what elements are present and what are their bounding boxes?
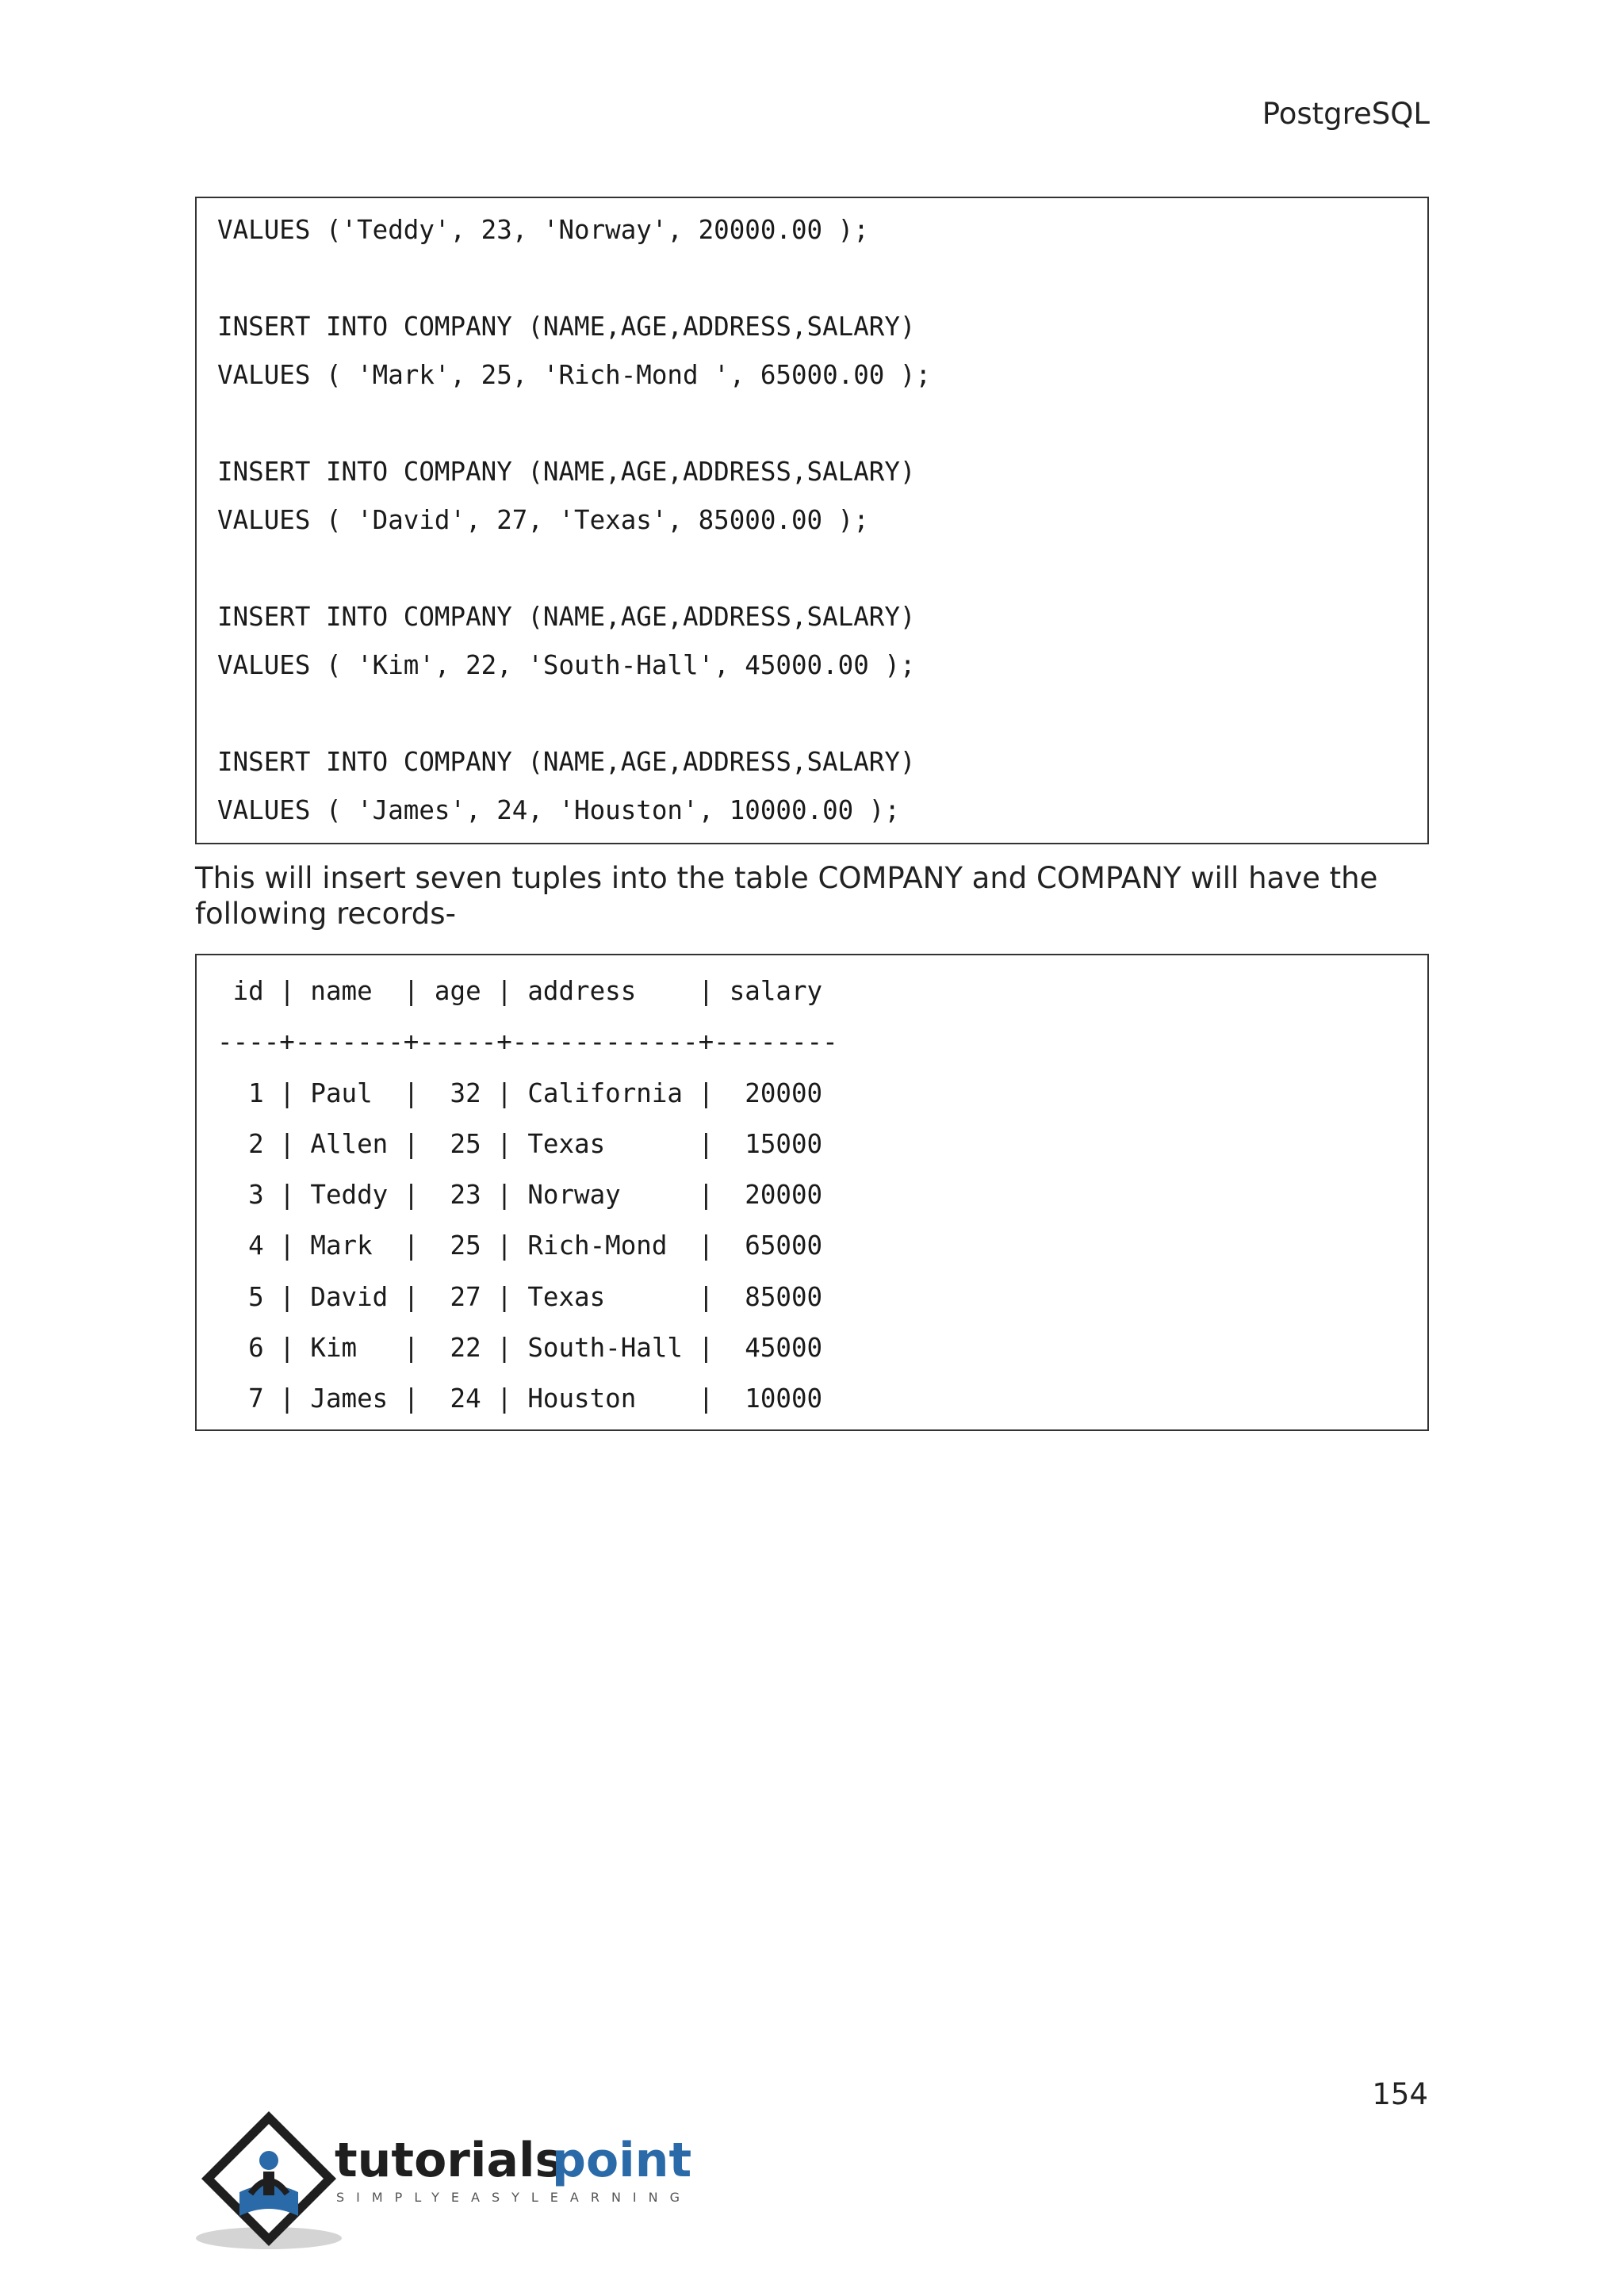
table-row: 2 | Allen | 25 | Texas | 15000 — [217, 1128, 823, 1159]
code-line — [217, 553, 1427, 601]
table-row: 3 | Teddy | 23 | Norway | 20000 — [217, 1180, 823, 1211]
code-block-inserts — [195, 197, 1429, 844]
table-separator-line: ----+-------+-----+------------+-------- — [217, 1027, 838, 1058]
code-line: VALUES ( 'Mark', 25, 'Rich-Mond ', 65000.00 ); — [217, 360, 932, 390]
table-row: 5 | David | 27 | Texas | 85000 — [217, 1281, 823, 1312]
running-header: PostgreSQL — [1262, 97, 1430, 131]
code-line: INSERT INTO COMPANY (NAME,AGE,ADDRESS,SALARY) — [217, 747, 916, 777]
logo-wordmark-part1: tutorials — [335, 2133, 564, 2188]
logo-tagline: SIMPLYEASYLEARNING — [336, 2190, 692, 2205]
code-line: VALUES ( 'Kim', 22, 'South-Hall', 45000.00 ); — [217, 650, 916, 680]
code-line: VALUES ( 'James', 24, 'Houston', 10000.00 ); — [217, 795, 900, 825]
table-header-line: id | name | age | address | salary — [217, 976, 823, 1006]
table-row: 1 | Paul | 32 | California | 20000 — [217, 1077, 823, 1108]
code-block-records — [195, 954, 1429, 1431]
code-line: INSERT INTO COMPANY (NAME,AGE,ADDRESS,SALARY) — [217, 602, 916, 632]
page-number: 154 — [1372, 2077, 1428, 2111]
body-paragraph: This will insert seven tuples into the table COMPANY and COMPANY will have the following records- — [195, 861, 1378, 931]
code-line — [217, 698, 1427, 746]
logo-wordmark-part2: point — [552, 2133, 692, 2188]
code-line: INSERT INTO COMPANY (NAME,AGE,ADDRESS,SALARY) — [217, 312, 916, 342]
table-row: 7 | James | 24 | Houston | 10000 — [217, 1383, 823, 1414]
code-line: VALUES ('Teddy', 23, 'Norway', 20000.00 ); — [217, 215, 869, 245]
tutorialspoint-logo — [193, 2105, 692, 2256]
code-line — [217, 262, 1427, 311]
table-row: 6 | Kim | 22 | South-Hall | 45000 — [217, 1333, 823, 1364]
code-line: INSERT INTO COMPANY (NAME,AGE,ADDRESS,SALARY) — [217, 457, 916, 487]
code-line — [217, 408, 1427, 456]
table-row: 4 | Mark | 25 | Rich-Mond | 65000 — [217, 1230, 823, 1261]
code-line: VALUES ( 'David', 27, 'Texas', 85000.00 ); — [217, 505, 869, 535]
